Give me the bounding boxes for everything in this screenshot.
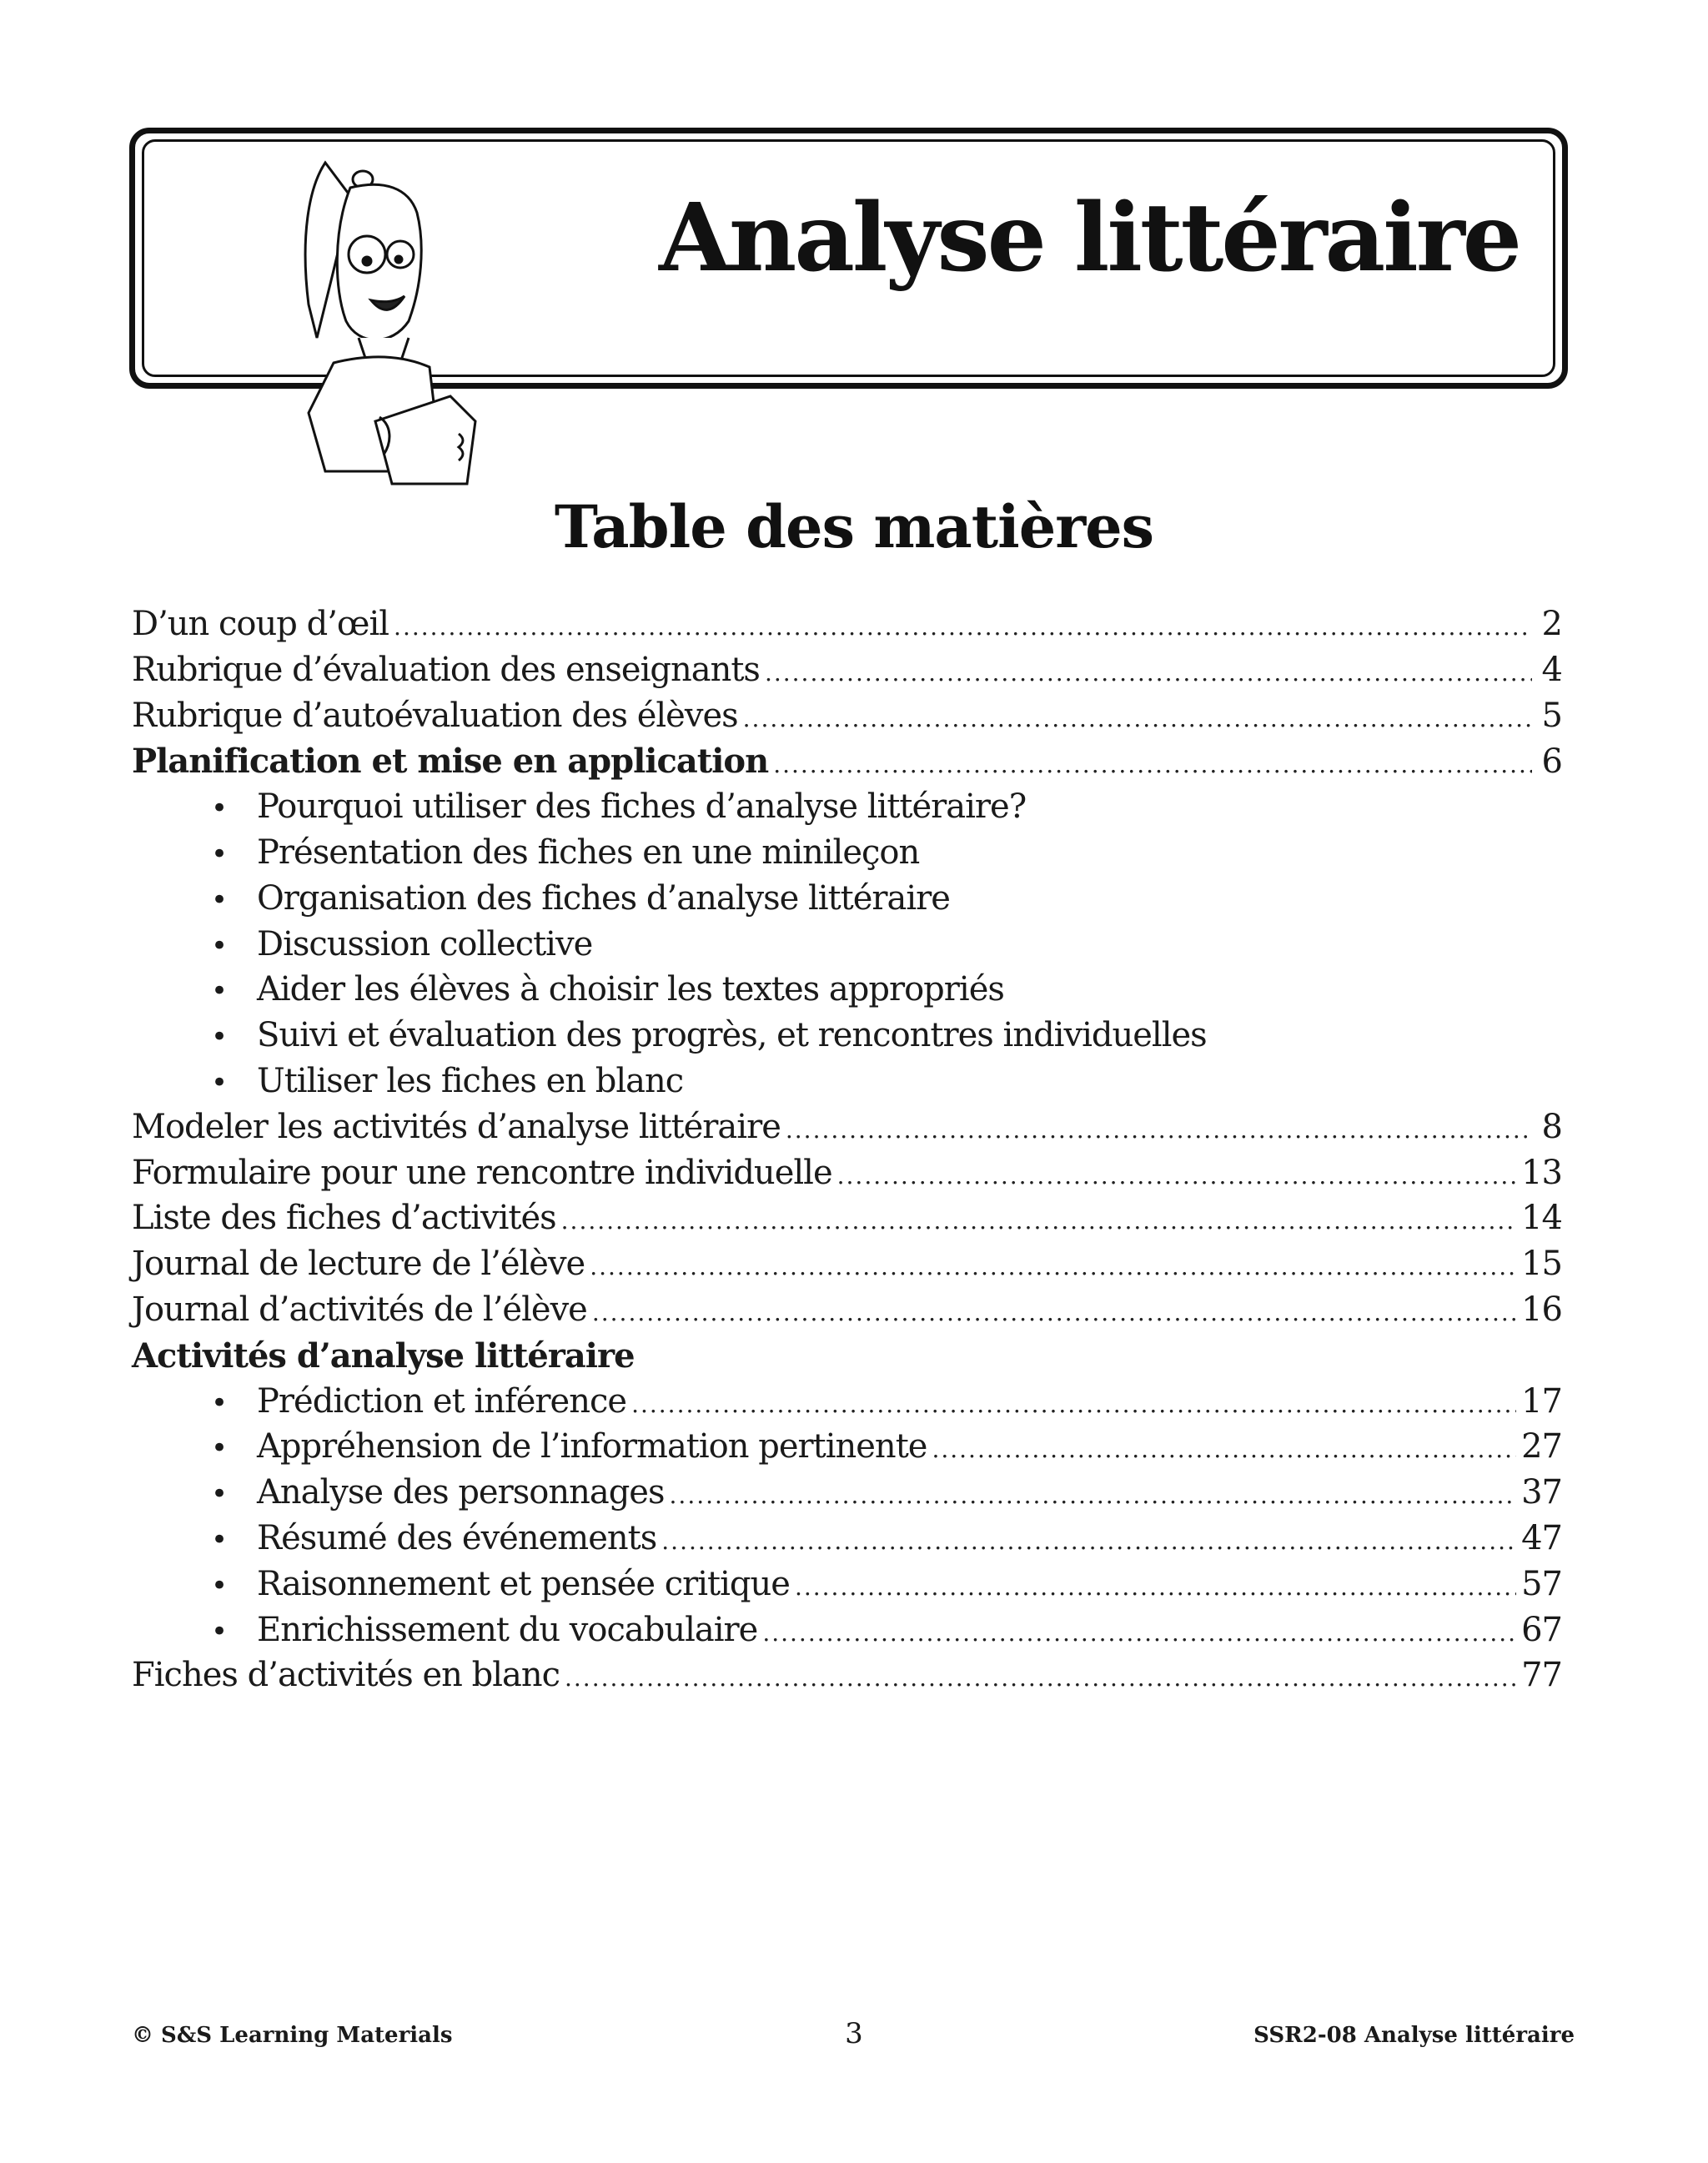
toc-entry — [132, 833, 1562, 879]
bullet-icon: • — [211, 1020, 228, 1054]
girl-reading-book-illustration — [250, 138, 517, 488]
toc-entry — [132, 697, 1562, 742]
toc-entry — [132, 787, 1562, 833]
toc-entry-page: 15 — [1521, 1245, 1562, 1284]
bullet-icon: • — [211, 1568, 228, 1602]
toc-entry-label: Aider les élèves à choisir les textes appropriés — [257, 970, 1004, 1009]
toc-entry-label: Modeler les activités d’analyse littéraire — [132, 1107, 781, 1146]
dot-leader — [765, 659, 1532, 687]
toc-entry-label: Utiliser les fiches en blanc — [257, 1061, 684, 1100]
toc-entry — [132, 1382, 1562, 1428]
table-of-contents — [132, 605, 1562, 1702]
toc-entry-label: Liste des fiches d’activités — [132, 1199, 556, 1238]
dot-leader — [561, 1207, 1516, 1235]
footer-product-code: SSR2-08 Analyse littéraire — [1253, 2023, 1575, 2048]
toc-entry-label: Rubrique d’autoévaluation des élèves — [132, 696, 738, 735]
dot-leader — [786, 1116, 1532, 1144]
bullet-icon: • — [211, 792, 228, 826]
toc-entry-label: Analyse des personnages — [257, 1473, 665, 1512]
dot-leader — [592, 1299, 1516, 1326]
toc-entry — [132, 879, 1562, 925]
toc-entry-page: 14 — [1521, 1199, 1562, 1238]
toc-entry-page: 67 — [1521, 1610, 1562, 1649]
toc-entry-page: 57 — [1521, 1564, 1562, 1603]
toc-entry — [132, 1290, 1562, 1336]
bullet-icon: • — [211, 1386, 228, 1420]
dot-leader — [631, 1391, 1516, 1418]
dot-leader — [837, 1162, 1516, 1190]
dot-leader — [795, 1573, 1516, 1601]
toc-entry-label: Raisonnement et pensée critique — [257, 1564, 790, 1603]
toc-entry — [132, 605, 1562, 651]
toc-entry-label: Rubrique d’évaluation des enseignants — [132, 650, 760, 689]
bullet-icon: • — [211, 883, 228, 917]
toc-entry-label: Formulaire pour une rencontre individuelle — [132, 1153, 832, 1192]
toc-heading: Table des matières — [554, 492, 1154, 561]
footer-copyright: © S&S Learning Materials — [132, 2023, 453, 2048]
toc-entry-label: Résumé des événements — [257, 1518, 657, 1557]
bullet-icon: • — [211, 837, 228, 871]
toc-entry-page: 4 — [1541, 650, 1562, 689]
bullet-icon: • — [211, 974, 228, 1009]
toc-entry-label: Pourquoi utiliser des fiches d’analyse littéraire? — [257, 787, 1027, 827]
toc-entry-page: 8 — [1541, 1107, 1562, 1146]
toc-entry-label: Fiches d’activités en blanc — [132, 1656, 560, 1695]
page-number: 3 — [845, 2017, 863, 2050]
bullet-icon: • — [211, 1431, 228, 1466]
toc-entry-label: D’un coup d’œil — [132, 605, 389, 643]
toc-entry — [132, 1656, 1562, 1702]
toc-entry — [132, 742, 1562, 787]
toc-entry — [132, 970, 1562, 1016]
toc-entry — [132, 1565, 1562, 1611]
toc-entry-page: 2 — [1541, 605, 1562, 643]
toc-entry-page: 5 — [1541, 696, 1562, 735]
toc-entry — [132, 1473, 1562, 1519]
bullet-icon: • — [211, 928, 228, 963]
dot-leader — [670, 1481, 1517, 1509]
toc-entry — [132, 1199, 1562, 1245]
toc-entry-page: 13 — [1521, 1153, 1562, 1192]
toc-entry — [132, 1427, 1562, 1473]
dot-leader — [661, 1527, 1516, 1555]
toc-entry — [132, 1062, 1562, 1108]
toc-entry-label: Discussion collective — [257, 924, 593, 963]
toc-entry-page: 16 — [1521, 1290, 1562, 1329]
toc-entry — [132, 1108, 1562, 1154]
toc-entry-label: Présentation des fiches en une minileçon — [257, 833, 920, 872]
toc-entry — [132, 1336, 1562, 1382]
toc-entry-label: Prédiction et inférence — [257, 1381, 627, 1421]
toc-entry-page: 47 — [1521, 1518, 1562, 1557]
toc-entry-label: Journal de lecture de l’élève — [132, 1245, 585, 1284]
dot-leader — [590, 1253, 1516, 1280]
toc-entry-label: Planification et mise en application — [132, 742, 769, 782]
toc-entry — [132, 651, 1562, 697]
toc-entry-label: Suivi et évaluation des progrès, et rencontres individuelles — [257, 1016, 1207, 1055]
toc-entry-label: Enrichissement du vocabulaire — [257, 1610, 758, 1649]
dot-leader — [565, 1664, 1516, 1692]
toc-entry — [132, 1154, 1562, 1200]
dot-leader — [394, 613, 1532, 641]
bullet-icon: • — [211, 1477, 228, 1512]
toc-entry — [132, 1519, 1562, 1565]
toc-entry-page: 77 — [1521, 1656, 1562, 1695]
toc-entry — [132, 1245, 1562, 1290]
bullet-icon: • — [211, 1065, 228, 1099]
toc-entry-page: 6 — [1541, 742, 1562, 782]
dot-leader — [773, 751, 1532, 778]
dot-leader — [743, 705, 1532, 732]
bullet-icon: • — [211, 1614, 228, 1648]
toc-entry-label: Organisation des fiches d’analyse littéraire — [257, 878, 950, 918]
toc-entry-page: 17 — [1521, 1381, 1562, 1421]
toc-entry-label: Journal d’activités de l’élève — [132, 1290, 587, 1329]
toc-entry-page: 37 — [1521, 1473, 1562, 1512]
dot-leader — [932, 1436, 1516, 1463]
page-title: Analyse littéraire — [659, 184, 1520, 293]
toc-entry-label: Appréhension de l’information pertinente — [257, 1427, 927, 1466]
bullet-icon: • — [211, 1522, 228, 1557]
dot-leader — [762, 1619, 1516, 1647]
toc-entry-page: 27 — [1521, 1427, 1562, 1466]
toc-entry-label: Activités d’analyse littéraire — [132, 1336, 635, 1376]
toc-entry — [132, 1611, 1562, 1657]
toc-entry — [132, 1016, 1562, 1062]
toc-entry — [132, 925, 1562, 971]
